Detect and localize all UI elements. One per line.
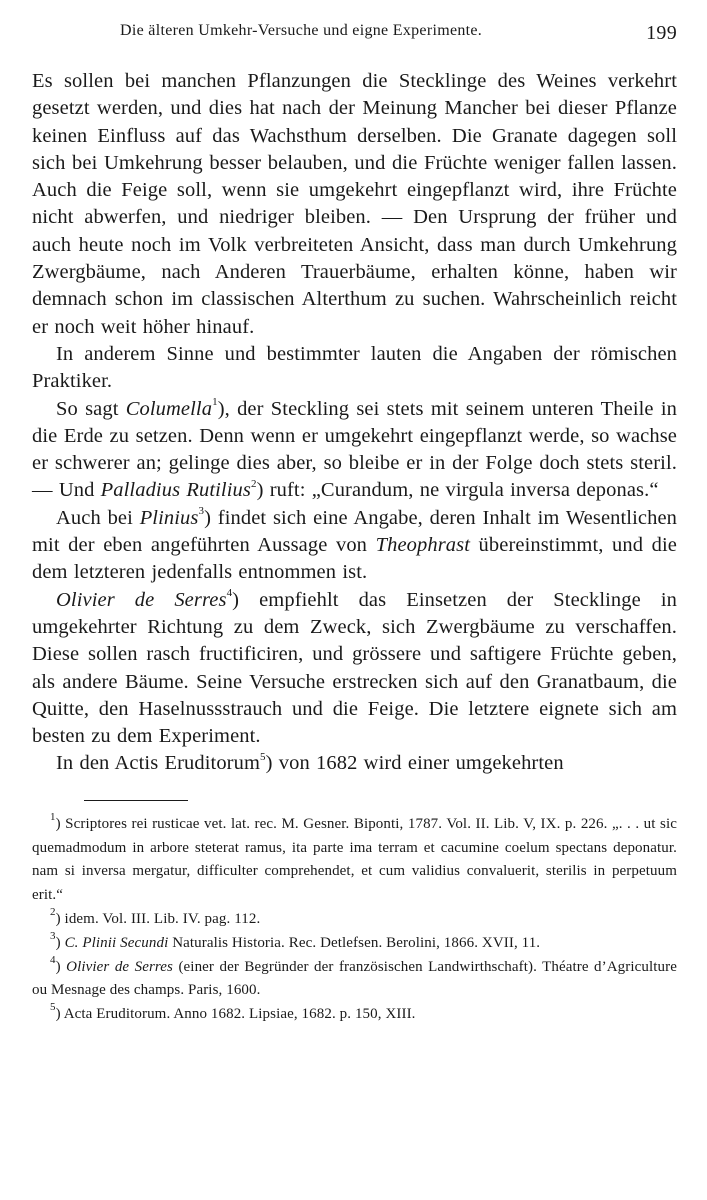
footnote-author-name: C. Plinii Secundi xyxy=(64,934,169,951)
footnote-1 xyxy=(32,810,677,908)
footnote-ref-1[interactable]: 1 xyxy=(212,395,218,408)
footnote-separator: ) xyxy=(55,934,65,951)
text-run: ) ruft: „Curandum, ne virgula inversa deponas.“ xyxy=(256,479,659,502)
footnote-ref-3[interactable]: 3 xyxy=(198,504,205,517)
footnote-text: ) Scriptores rei rusticae vet. lat. rec. M. Gesner. Biponti, 1787. Vol. II. Lib. V, IX. p. 226. „. . . ut sic quemadmodum in arbore steterat ramus, ita parte ima terram et cacumine coelum spectans deponatur. nam si inversa mergatur, difficulter comprehendet, et cum validius convaluerit, sterilis in perpetuum erit.“ xyxy=(32,815,677,904)
paragraph-4 xyxy=(32,505,677,587)
footnote-number: 5 xyxy=(50,1001,56,1014)
text-run: übereinstimmt, und die dem letzteren jedenfalls entnommen ist. xyxy=(32,534,677,584)
footnote-ref-5[interactable]: 5 xyxy=(260,750,266,763)
author-name-palladius: Palladius Rutilius xyxy=(100,479,251,502)
footnote-ref-4[interactable]: 4 xyxy=(226,586,233,599)
footnote-number: 1 xyxy=(50,810,56,823)
footnote-4 xyxy=(32,953,677,1004)
paragraph-1: Es sollen bei manchen Pflanzungen die Stecklinge des Weines verkehrt gesetzt werden, und dies hat nach der Meinung Mancher bei dieser Pflanze keinen Einfluss auf das Wachsthum derselben. Die Granate dagegen soll sich bei Umkehrung besser belauben, und die Früchte weniger fallen lassen. Auch die Feige soll, wenn sie umgekehrt eingepflanzt wird, ihre Früchte nicht abwerfen, und niedriger bleiben. — Den Ursprung der früher und auch heute noch im Volk verbreiteten Ansicht, dass man durch Umkehrung Zwergbäume, nach Anderen Trauerbäume, erhalten könne, haben wir demnach schon im classischen Alterthum zu suchen. Wahrscheinlich reicht er noch weit höher hinauf. xyxy=(32,70,677,338)
text-run: ) von 1682 wird einer umgekehrten xyxy=(265,752,564,775)
text-run: ) empfiehlt das Einsetzen der Stecklinge in umgekehrter Richtung zu dem Zweck, sich Zwergbäume zu verschaffen. Diese sollen rasch fructificiren, und grössere und saftigere Früchte geben, als andere Bäume. Seine Versuche erstrecken sich auf den Granatbaum, die Quitte, den Haselnussstrauch und die Feige. Die letztere eignete sich am besten zu dem Experiment. xyxy=(32,588,677,748)
paragraph-5 xyxy=(32,587,677,751)
footnotes xyxy=(32,810,677,1027)
text-run: ) findet sich eine Angabe, deren Inhalt im Wesentlichen mit der eben angeführten Aussage von xyxy=(32,506,677,557)
running-title: Die älteren Umkehr-Versuche und eigne Experimente. xyxy=(120,22,483,39)
footnote-text: (einer der Begründer der französischen Landwirthschaft). Théatre d’Agriculture ou Mesnage des champs. Paris, 1600. xyxy=(32,958,677,999)
author-name-columella: Columella xyxy=(125,397,213,420)
footnote-text: ) Acta Eruditorum. Anno 1682. Lipsiae, 1682. p. 150, XIII. xyxy=(55,1006,416,1023)
footnote-text: ) idem. Vol. III. Lib. IV. pag. 112. xyxy=(55,910,261,927)
footnote-3 xyxy=(32,929,677,956)
text-run: ), der Steckling sei stets mit seinem unteren Theile in die Erde zu setzen. Denn wenn er umgekehrt eingepflanzt werde, so wachse er schwerer an; gelinge dies aber, so bleibe er in der Folge doch stets steril. — Und xyxy=(32,397,677,502)
footnote-2 xyxy=(32,905,677,932)
author-name-theophrast: Theophrast xyxy=(375,534,470,557)
text-run: Auch bei xyxy=(56,506,140,529)
paragraph-2: In anderem Sinne und bestimmter lauten die Angaben der römischen Praktiker. xyxy=(32,342,677,393)
paragraph-3 xyxy=(32,396,677,505)
footnote-5 xyxy=(32,1003,677,1027)
author-name-plinius: Plinius xyxy=(139,506,199,529)
footnote-number: 3 xyxy=(50,929,56,942)
text-run: In den Actis Eruditorum xyxy=(56,752,261,775)
footnote-separator: ) xyxy=(55,958,67,975)
footnote-number: 2 xyxy=(50,905,56,918)
footnote-separator-rule xyxy=(84,800,188,801)
page-number: 199 xyxy=(646,22,677,44)
author-name-olivier-de-serres: Olivier de Serres xyxy=(56,588,227,611)
footnote-author-name: Olivier de Serres xyxy=(66,958,173,975)
paragraph-6 xyxy=(32,750,677,777)
footnote-ref-2[interactable]: 2 xyxy=(250,477,257,490)
footnote-text: Naturalis Historia. Rec. Detlefsen. Berolini, 1866. XVII, 11. xyxy=(168,934,541,951)
main-text xyxy=(32,68,677,778)
footnote-number: 4 xyxy=(50,953,56,966)
running-head xyxy=(32,22,677,52)
text-run: So sagt xyxy=(56,397,126,420)
